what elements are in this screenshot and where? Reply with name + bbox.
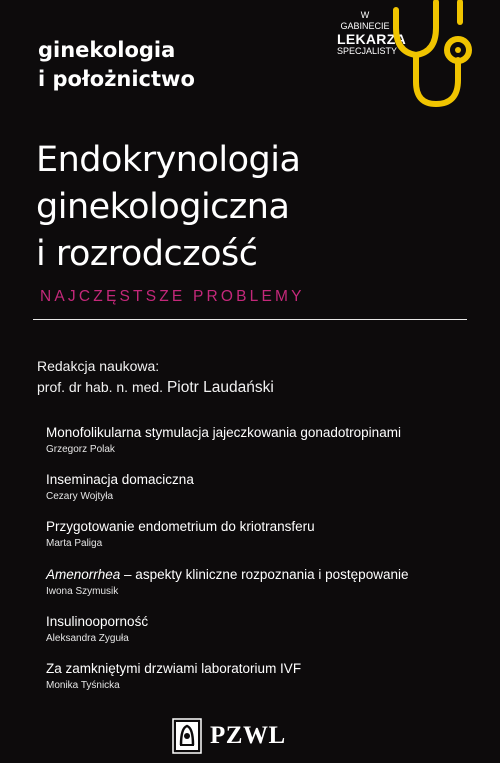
publisher [172,718,286,754]
chapter-item [46,518,466,565]
chapter-item [46,566,466,613]
title-line-2: ginekologiczna [36,187,290,227]
chapter-author: Marta Paliga [46,538,103,550]
series-line-2: i położnictwo [38,67,195,91]
chapter-item [46,471,466,518]
badge-line-2: LEKARZA [337,31,406,47]
badge-line-1: W GABINECIE [340,10,390,31]
editor-title: prof. dr hab. n. med. [37,379,164,395]
chapter-author: Grzegorz Polak [46,444,115,455]
chapter-title: Przygotowanie endometrium do kriotransferu [46,519,315,535]
stethoscope-icon [378,0,478,112]
series-name [38,36,195,94]
editor-line [37,377,274,398]
chapter-author: Aleksandra Zyguła [46,632,129,644]
chapter-author: Iwona Szymusik [46,585,119,597]
editor-name: Piotr Laudański [166,379,274,396]
title-line-3: i rozrodczość [36,234,258,274]
editors [37,356,274,398]
chapter-title-italic: Amenorrhea [46,566,121,582]
chapter-title [46,566,466,584]
chapter-author: Cezary Wojtyła [46,491,114,503]
chapter-item [46,424,466,471]
divider [33,319,467,320]
badge-line-3: SPECJALISTY [337,46,398,56]
chapter-title: Za zamkniętymi drzwiami laboratorium IVF [46,660,302,676]
book-subtitle: NAJCZĘSTSZE PROBLEMY [40,288,305,305]
editors-label: Redakcja naukowa: [37,358,160,374]
chapter-title-rest: – aspekty kliniczne rozpoznania i postępowanie [120,566,409,582]
chapter-title: Insulinooporność [46,613,149,629]
title-line-1: Endokrynologia [36,140,301,180]
chapter-title: Inseminacja domaciczna [46,472,194,488]
chapter-item [46,660,466,707]
chapter-author: Monika Tyśnicka [46,679,120,691]
chapter-item [46,613,466,660]
chapter-list [46,424,466,707]
series-line-1: ginekologia [38,38,176,62]
pzwl-logo-icon [172,718,202,754]
chapter-title: Monofolikularna stymulacja jajeczkowania gonadotropinami [46,425,401,440]
publisher-name: PZWL [210,722,286,749]
book-title [36,137,300,278]
